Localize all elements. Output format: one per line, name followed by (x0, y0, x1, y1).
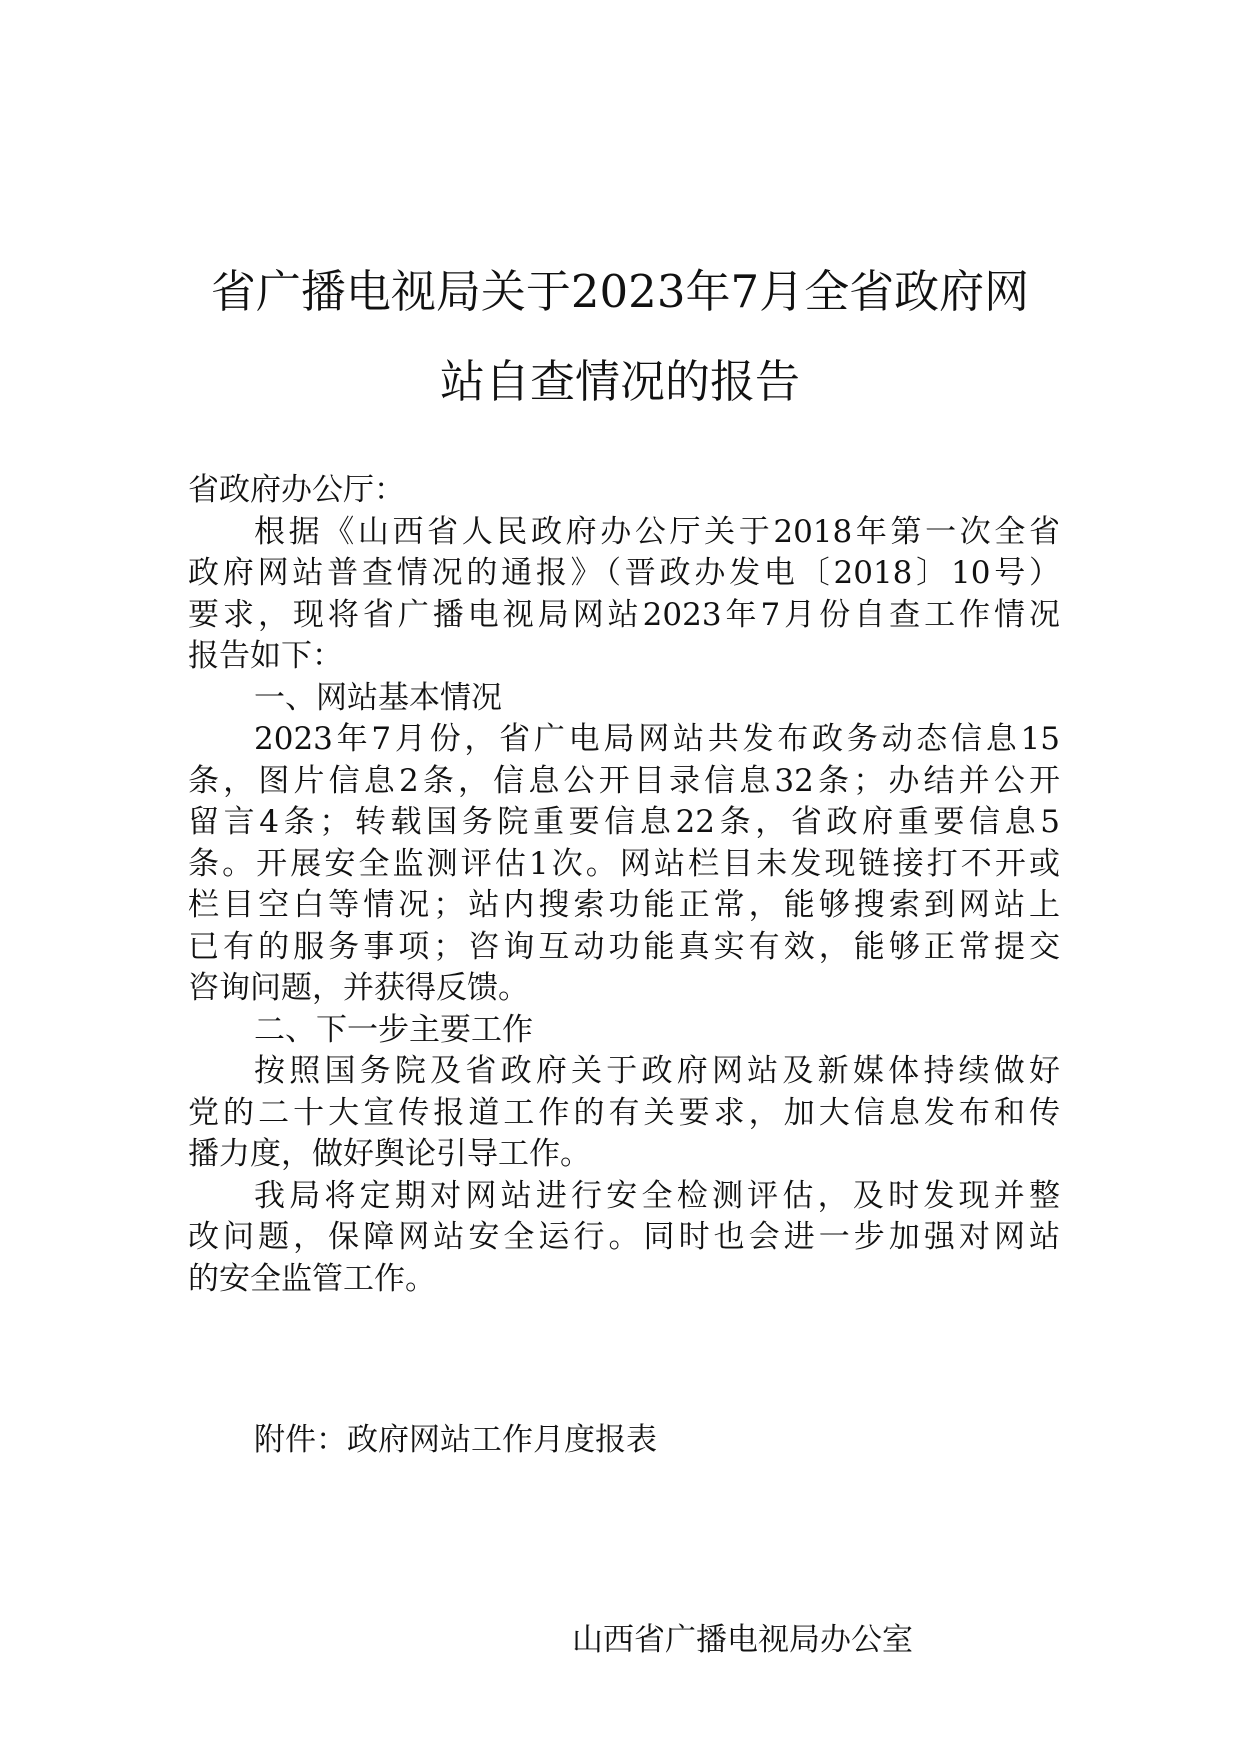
body-line: 栏目空白等情况；站内搜索功能正常，能够搜索到网站上 (188, 887, 1060, 923)
signature: 山西省广播电视局办公室 (572, 1622, 913, 1658)
body-line: 政府网站普查情况的通报》（晋政办发电〔2018〕10号） (188, 555, 1060, 591)
section-heading-2: 二、下一步主要工作 (254, 1011, 533, 1048)
document-title-line-1: 省广播电视局关于2023年7月全省政府网 (210, 265, 1030, 318)
body-line: 条，图片信息2条，信息公开目录信息32条；办结并公开 (188, 762, 1060, 799)
body-line: 要求，现将省广播电视局网站2023年7月份自查工作情况 (188, 596, 1060, 633)
section-heading-1: 一、网站基本情况 (254, 679, 502, 716)
attachment-note: 附件：政府网站工作月度报表 (254, 1422, 657, 1458)
body-line: 播力度，做好舆论引导工作。 (188, 1136, 591, 1172)
body-line: 已有的服务事项；咨询互动功能真实有效，能够正常提交 (188, 928, 1060, 965)
body-line: 改问题，保障网站安全运行。同时也会进一步加强对网站 (188, 1219, 1060, 1255)
document-title-line-2: 站自查情况的报告 (439, 355, 800, 408)
body-line: 根据《山西省人民政府办公厅关于2018年第一次全省 (254, 513, 1060, 550)
body-line: 咨询问题，并获得反馈。 (188, 970, 529, 1006)
body-line: 的安全监管工作。 (188, 1260, 436, 1297)
document-body (188, 470, 1060, 1300)
salutation: 省政府办公厅： (188, 472, 405, 508)
body-line: 报告如下： (188, 638, 343, 674)
body-line: 按照国务院及省政府关于政府网站及新媒体持续做好 (254, 1053, 1060, 1089)
body-line: 我局将定期对网站进行安全检测评估，及时发现并整 (254, 1177, 1060, 1214)
body-line: 条。开展安全监测评估1次。网站栏目未发现链接打不开或 (188, 845, 1060, 882)
body-line: 党的二十大宣传报道工作的有关要求，加大信息发布和传 (188, 1094, 1060, 1131)
body-line: 2023年7月份，省广电局网站共发布政务动态信息15 (254, 721, 1060, 757)
body-line: 留言4条；转载国务院重要信息22条，省政府重要信息5 (188, 804, 1060, 840)
